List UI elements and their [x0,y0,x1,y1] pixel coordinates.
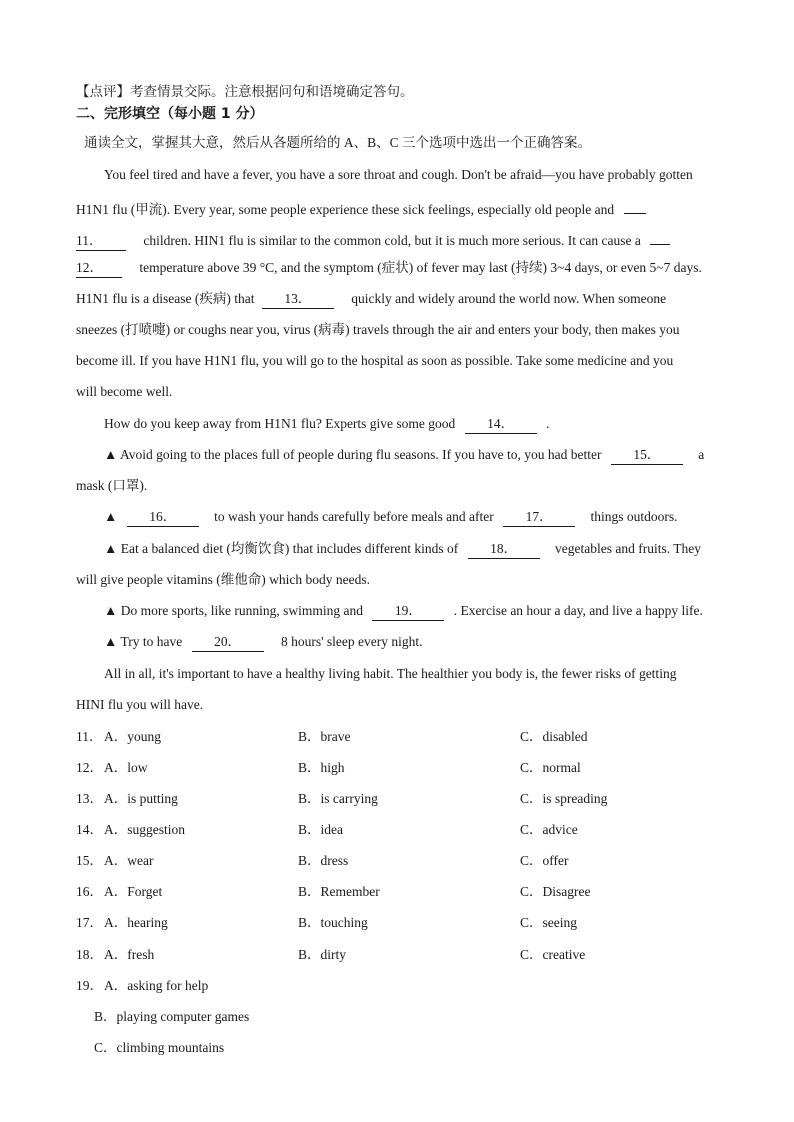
option-c[interactable]: C．climbing mountains [94,1040,225,1055]
option-a[interactable]: A．Forget [104,884,163,899]
question-number: 13． [76,791,103,806]
passage-text: children. HIN1 flu is similar to the common cold, but it is much more serious. It can cause a [143,233,641,248]
option-b[interactable]: B．brave [298,729,351,744]
passage-line: HINI flu you will have. [76,697,204,712]
option-a[interactable]: A．low [104,760,148,775]
blank-17: 17． [503,509,575,527]
bullet-line [104,632,423,652]
passage-line [104,414,549,434]
passage-text: things outdoors. [590,509,678,524]
passage-line: become ill. If you have H1N1 flu, you will go to the hospital as soon as possible. Take some medicine and you [76,353,674,368]
question-number: 11． [76,729,103,744]
blank-15: 15． [611,447,683,465]
option-a[interactable]: A．suggestion [104,822,185,837]
passage-text: temperature above 39 °C, and the symptom (症状) of fever may last (持续) 3~4 days, or even 5~7 days. [139,260,702,275]
passage-line [76,196,646,220]
comment-line: 【点评】考查情景交际。注意根据问句和语境确定答句。 [76,84,414,99]
option-a[interactable]: A．fresh [104,947,155,962]
option-c[interactable]: C．creative [520,947,586,962]
passage-line: sneezes (打喷嚏) or coughs near you, virus (病毒) travels through the air and enters your body, then makes you [76,322,680,337]
blank-12: 12． [76,260,122,278]
question-number: 12． [76,760,103,775]
passage-text: ▲ Do more sports, like running, swimming and [104,603,363,618]
question-number: 14． [76,822,103,837]
blank-14: 14． [465,416,537,434]
blank-11: 11． [76,233,126,251]
option-b[interactable]: B．high [298,760,345,775]
passage-text: a [698,447,705,462]
option-c[interactable]: C．offer [520,853,569,868]
passage-line: mask (口罩). [76,478,148,493]
passage-text: H1N1 flu is a disease (疾病) that [76,291,255,306]
option-b[interactable]: B．Remember [298,884,380,899]
option-b[interactable]: B．touching [298,915,368,930]
question-number: 17． [76,915,103,930]
question-number: 15． [76,853,103,868]
bullet-line [104,445,704,465]
passage-line: will become well. [76,384,173,399]
bullet-line [104,601,703,621]
passage-text: ▲ Try to have [104,634,183,649]
option-c[interactable]: C．seeing [520,915,577,930]
passage-text: vegetables and fruits. They [555,541,701,556]
blank-16: 16． [127,509,199,527]
option-a[interactable]: A．wear [104,853,154,868]
option-b[interactable]: B．dirty [298,947,347,962]
passage-line [76,258,702,278]
option-a[interactable]: A．young [104,729,161,744]
option-c[interactable]: C．normal [520,760,581,775]
passage-text: quickly and widely around the world now. When someone [351,291,667,306]
question-number: 19． [76,978,103,993]
passage-line: You feel tired and have a fever, you have a sore throat and cough. Don't be afraid—you have probably gotten [104,167,693,182]
passage-text: ▲ Avoid going to the places full of people during flu seasons. If you have to, you had better [104,447,602,462]
bullet-line [104,507,678,527]
passage-text: to wash your hands carefully before meals and after [214,509,494,524]
option-c[interactable]: C．disabled [520,729,588,744]
passage-text: How do you keep away from H1N1 flu? Experts give some good [104,416,456,431]
option-c[interactable]: C．is spreading [520,791,608,806]
blank-11-lead [624,196,646,214]
passage-text: 8 hours' sleep every night. [281,634,423,649]
option-a[interactable]: A．hearing [104,915,168,930]
passage-line: All in all, it's important to have a healthy living habit. The healthier you body is, the fewer risks of getting [104,666,677,681]
section-title: 二、完形填空（每小题 1 分） [76,106,264,122]
option-b[interactable]: B．idea [298,822,343,837]
blank-12-lead [650,227,670,245]
blank-13: 13． [262,291,334,309]
instruction: 通读全文，掌握其大意，然后从各题所给的 A、B、C 三个选项中选出一个正确答案。 [84,135,592,150]
blank-18: 18． [468,541,540,559]
passage-line: will give people vitamins (维他命) which body needs. [76,572,370,587]
option-c[interactable]: C．advice [520,822,578,837]
option-b[interactable]: B．playing computer games [94,1009,250,1024]
passage-text: . [546,416,550,431]
option-b[interactable]: B．dress [298,853,349,868]
option-a[interactable]: A．asking for help [104,978,209,993]
option-b[interactable]: B．is carrying [298,791,378,806]
passage-text: ▲ [104,509,118,524]
question-number: 16． [76,884,103,899]
blank-19: 19． [372,603,444,621]
option-a[interactable]: A．is putting [104,791,178,806]
question-number: 18． [76,947,103,962]
passage-text: . Exercise an hour a day, and live a happy life. [453,603,703,618]
passage-line [76,289,666,309]
passage-text: ▲ Eat a balanced diet (均衡饮食) that includes different kinds of [104,541,459,556]
passage-text: H1N1 flu (甲流). Every year, some people experience these sick feelings, especially old people and [76,202,615,217]
blank-20: 20． [192,634,264,652]
passage-line [76,227,670,251]
bullet-line [104,539,701,559]
option-c[interactable]: C．Disagree [520,884,591,899]
